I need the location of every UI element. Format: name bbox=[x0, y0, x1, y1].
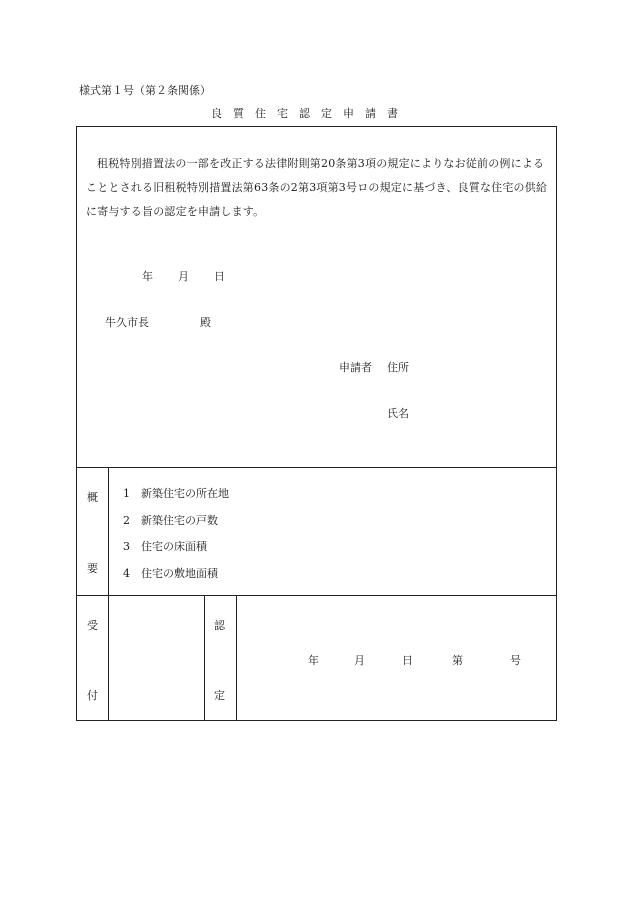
certification-label-top: 認 bbox=[214, 619, 225, 632]
outline-label-bottom: 要 bbox=[87, 562, 98, 575]
outline-item-number: 2 bbox=[123, 514, 130, 527]
addressee-honorific: 殿 bbox=[200, 316, 211, 329]
form-number: 様式第１号（第２条関係） bbox=[79, 84, 211, 97]
certification-number-prefix: 第 bbox=[452, 654, 463, 667]
outline-item bbox=[123, 538, 207, 554]
outline-item-label: 新築住宅の戸数 bbox=[141, 514, 218, 527]
date-year-label: 年 bbox=[142, 270, 153, 283]
outline-item-number: 1 bbox=[123, 487, 130, 500]
outline-item bbox=[123, 512, 218, 528]
section-divider-receipt bbox=[77, 595, 556, 596]
application-statement: 租税特別措置法の一部を改正する法律附則第20条第3項の規定によりなお従前の例によることとされる旧租税特別措置法第63条の2第3項第3号ロの規定に基づき、良質な住宅の供給に寄与する旨の認定を申請します。 bbox=[86, 157, 548, 218]
addressee: 牛久市長 bbox=[105, 316, 149, 329]
applicant-address-label: 住所 bbox=[387, 361, 409, 374]
outline-item-label: 新築住宅の所在地 bbox=[141, 487, 229, 500]
receipt-label-divider bbox=[108, 595, 109, 721]
outline-item-label: 住宅の敷地面積 bbox=[141, 567, 218, 580]
certification-label-divider bbox=[236, 595, 237, 721]
certification-label-bottom: 定 bbox=[214, 689, 225, 702]
outline-label-top: 概 bbox=[87, 491, 98, 504]
receipt-label-top: 受 bbox=[87, 619, 98, 632]
section-divider-outline bbox=[77, 467, 556, 468]
outline-item-number: 4 bbox=[123, 567, 130, 580]
certification-month-label: 月 bbox=[354, 654, 365, 667]
outline-item-number: 3 bbox=[123, 540, 130, 553]
form-title: 良質住宅認定申請書 bbox=[211, 107, 409, 120]
outline-item bbox=[123, 565, 218, 581]
applicant-name-label: 氏名 bbox=[387, 407, 409, 420]
receipt-stamp-divider bbox=[204, 595, 205, 721]
certification-day-label: 日 bbox=[402, 654, 413, 667]
certification-year-label: 年 bbox=[308, 654, 319, 667]
outline-item bbox=[123, 485, 229, 501]
certification-number-suffix: 号 bbox=[510, 654, 521, 667]
outline-item-label: 住宅の床面積 bbox=[141, 540, 207, 553]
application-form-table bbox=[76, 126, 557, 721]
date-day-label: 日 bbox=[214, 270, 225, 283]
receipt-label-bottom: 付 bbox=[87, 689, 98, 702]
applicant-label: 申請者 bbox=[339, 361, 372, 374]
date-month-label: 月 bbox=[178, 270, 189, 283]
outline-label-divider bbox=[108, 467, 109, 595]
